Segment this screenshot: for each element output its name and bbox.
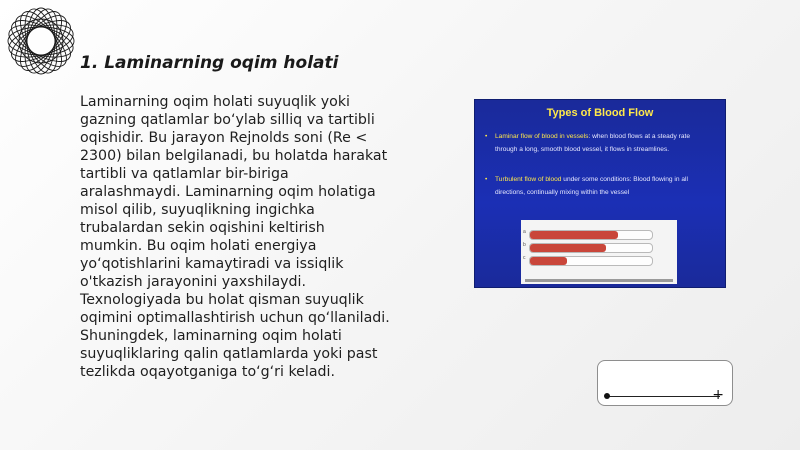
circular-ornament-icon: [6, 6, 76, 76]
bullet-icon: •: [485, 176, 488, 183]
tube-label: c: [523, 255, 526, 261]
scrubber-track[interactable]: [608, 396, 720, 397]
bullet-text: : when blood flows at a steady rate through a long, smooth blood vessel, it flows in streamlines.: [495, 133, 690, 153]
tube-label: a: [523, 229, 526, 235]
blood-fill: [530, 231, 618, 239]
bullet-text: under some conditions: Blood flowing in all directions, continually mixing within the vessel: [495, 176, 688, 196]
slide-bullet-laminar: [485, 130, 713, 156]
blood-fill: [530, 257, 567, 265]
tube-label: b: [523, 242, 526, 248]
flow-tube: [523, 229, 653, 240]
blood-fill: [530, 244, 606, 252]
flow-tube: [523, 242, 653, 253]
flow-tube: [523, 255, 653, 266]
media-scrubber[interactable]: [597, 360, 733, 406]
body-paragraph: Laminarning oqim holati suyuqlik yoki gazning qatlamlar bo‘ylab silliq va tartibli oqishidir. Bu jarayon Rejnolds soni (Re < 2300) bilan belgilanadi, bu holatda harakat tartibli va qatlamlar bir-biriga aralashmaydi. Laminarning oqim holatiga misol qilib, suyuqlikning ingichka trubalardan sekin oqishini keltirish mumkin. Bu oqim holati energiya yo‘qotishlarini kamaytiradi va issiqlik o'tkazish jarayonini yaxshilaydi. Texnologiyada bu holat qisman suyuqlik oqimini optimallashtirish uchun qo‘llaniladi. Shuningdek, laminarning oqim holati suyuqliklaring qalin qatlamlarda yoki past tezlikda oqayotganiga to‘g‘ri keladi.: [80, 94, 390, 380]
bullet-icon: •: [485, 133, 488, 140]
bullet-highlight: Laminar flow of blood in vessels: [495, 133, 589, 140]
slide-title: Types of Blood Flow: [546, 107, 654, 119]
slide-bullet-turbulent: [485, 173, 713, 199]
page-title: 1. Laminarning oqim holati: [80, 53, 339, 73]
blood-flow-slide-image: [475, 100, 725, 287]
add-icon[interactable]: +: [712, 387, 724, 403]
scrubber-handle[interactable]: [604, 393, 610, 399]
flow-tube-figure: [521, 220, 677, 284]
bullet-highlight: Turbulent flow of blood: [495, 176, 562, 183]
figure-caption: [525, 279, 673, 282]
